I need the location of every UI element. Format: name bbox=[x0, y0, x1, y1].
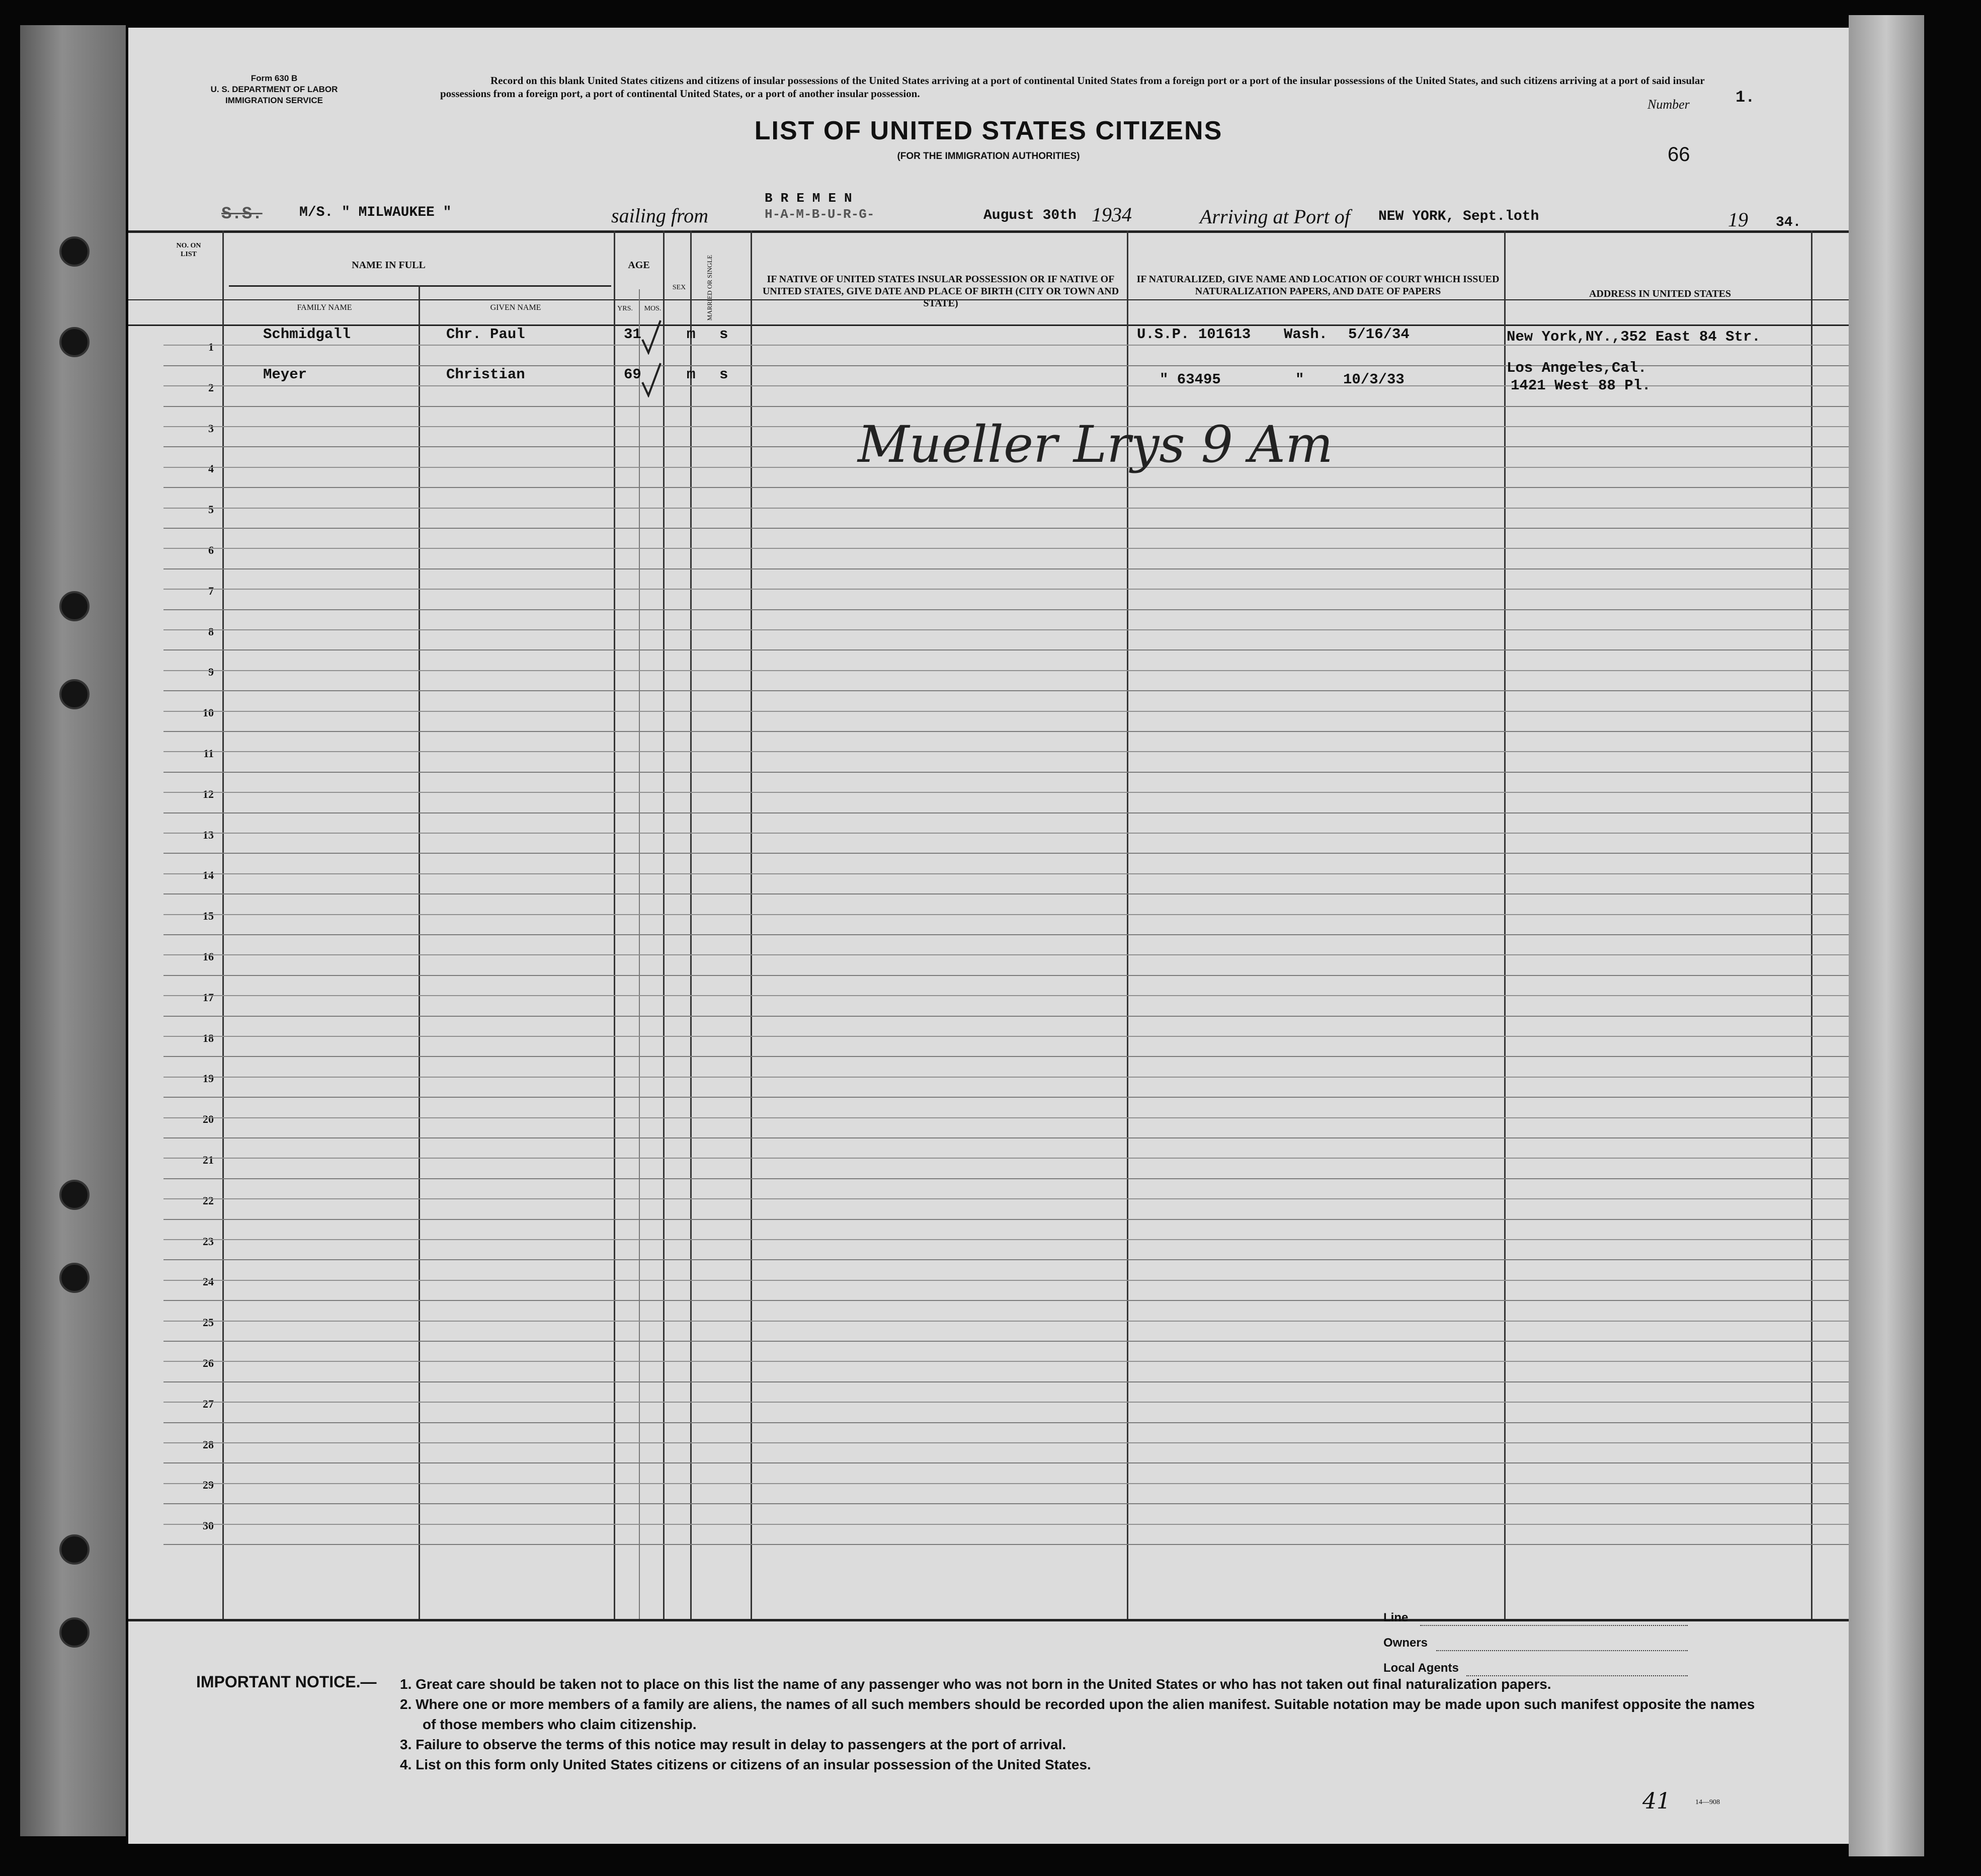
row-number: 18 bbox=[203, 1031, 214, 1044]
col-header-married: MARRIED OR SINGLE bbox=[706, 255, 713, 321]
row-rule bbox=[163, 731, 1849, 732]
ruled-line bbox=[163, 508, 1849, 509]
row-1-family: Schmidgall bbox=[263, 326, 351, 343]
notice-item: 3. Failure to observe the terms of this notice may result in delay to passengers at the port of arrival. bbox=[400, 1737, 1066, 1752]
row-number: 12 bbox=[203, 787, 214, 800]
binder-hole-icon bbox=[59, 236, 90, 267]
row-rule bbox=[163, 1097, 1849, 1098]
row-2-naturalization-location: " bbox=[1295, 371, 1304, 388]
row-number: 8 bbox=[208, 625, 214, 638]
ruled-line bbox=[163, 1239, 1849, 1240]
handwritten-annotation: Mueller Lrys 9 Am bbox=[858, 415, 1333, 474]
row-number: 23 bbox=[203, 1235, 214, 1248]
row-number: 4 bbox=[208, 462, 214, 475]
notice-heading: IMPORTANT NOTICE.— bbox=[196, 1673, 377, 1691]
row-number: 30 bbox=[203, 1519, 214, 1532]
row-2-naturalization-court: " 63495 bbox=[1160, 371, 1221, 388]
col-divider-sex bbox=[690, 230, 692, 1619]
row-number: 29 bbox=[203, 1479, 214, 1492]
row-number: 5 bbox=[208, 503, 214, 516]
form-code: 14—908 bbox=[1695, 1799, 1720, 1806]
binder-hole-icon bbox=[59, 1534, 90, 1565]
ruled-line bbox=[163, 711, 1849, 712]
ruled-line bbox=[163, 1036, 1849, 1037]
form-service: IMMIGRATION SERVICE bbox=[225, 96, 323, 105]
binder-hole-icon bbox=[59, 591, 90, 621]
row-2-family: Meyer bbox=[263, 366, 307, 383]
number-label: Number bbox=[1647, 97, 1690, 112]
ruled-line bbox=[163, 1524, 1849, 1525]
arrival-year-suffix: 34. bbox=[1776, 215, 1801, 230]
owners-rule bbox=[1436, 1650, 1688, 1651]
ruled-line bbox=[163, 548, 1849, 549]
row-rule bbox=[163, 975, 1849, 976]
arrival-port-date: NEW YORK, Sept.loth bbox=[1378, 209, 1539, 224]
row-rule bbox=[163, 649, 1849, 650]
col-header-age: AGE bbox=[628, 260, 650, 271]
header-sub-rule bbox=[128, 299, 1849, 300]
ruled-line bbox=[163, 1361, 1849, 1362]
row-number: 28 bbox=[203, 1438, 214, 1451]
ruled-line bbox=[163, 1198, 1849, 1199]
row-rule bbox=[163, 1300, 1849, 1301]
col-header-sex: SEX bbox=[672, 284, 686, 291]
col-header-no: NO. ON LIST bbox=[176, 242, 201, 258]
row-rule bbox=[163, 1056, 1849, 1057]
row-1-naturalization-court: U.S.P. 101613 bbox=[1137, 326, 1251, 343]
row-rule bbox=[163, 528, 1849, 529]
binder-hole-icon bbox=[59, 1180, 90, 1210]
arriving-label: Arriving at Port of bbox=[1200, 205, 1350, 228]
ruled-line bbox=[163, 1158, 1849, 1159]
binder-hole-icon bbox=[59, 327, 90, 357]
page-bottom-number: 41 bbox=[1642, 1788, 1671, 1814]
row-rule bbox=[163, 1341, 1849, 1342]
name-subheader-rule bbox=[229, 285, 611, 287]
manifest-page bbox=[128, 28, 1849, 1844]
row-number: 27 bbox=[203, 1397, 214, 1410]
row-rule bbox=[163, 406, 1849, 407]
ruled-line bbox=[163, 1077, 1849, 1078]
col-header-family-name: FAMILY NAME bbox=[297, 303, 352, 312]
right-binder-strip bbox=[1849, 15, 1924, 1856]
col-header-mos: MOS. bbox=[644, 305, 662, 312]
row-2-age: 69 bbox=[624, 366, 641, 383]
form-department: U. S. DEPARTMENT OF LABOR bbox=[210, 85, 338, 94]
ruled-line bbox=[163, 1117, 1849, 1118]
row-number: 25 bbox=[203, 1316, 214, 1329]
page-subtitle: (FOR THE IMMIGRATION AUTHORITIES) bbox=[897, 151, 1080, 161]
row-2-given: Christian bbox=[446, 366, 525, 383]
col-divider-age bbox=[663, 230, 665, 1619]
departure-date: August 30th bbox=[983, 208, 1077, 223]
ruled-line bbox=[163, 589, 1849, 590]
ruled-line bbox=[163, 751, 1849, 752]
row-rule bbox=[163, 487, 1849, 488]
departure-year: 1934 bbox=[1092, 203, 1132, 226]
page-title: LIST OF UNITED STATES CITIZENS bbox=[754, 116, 1223, 145]
row-rule bbox=[163, 568, 1849, 569]
row-number: 17 bbox=[203, 991, 214, 1004]
row-number: 3 bbox=[208, 422, 214, 435]
row-number: 13 bbox=[203, 828, 214, 841]
arrival-year-prefix: 19 bbox=[1728, 208, 1748, 231]
row-2-address-line2: 1421 West 88 Pl. bbox=[1511, 377, 1651, 394]
line-rule bbox=[1420, 1625, 1688, 1626]
notice-item: 2. Where one or more members of a family are aliens, the names of all such members should be recorded upon the alien manifest. Suitable notation may be made upon such manifest opposite the names of those members who claim citizenship. bbox=[400, 1696, 1755, 1732]
vessel-prefix-struck: S.S. bbox=[221, 205, 263, 224]
ruled-line bbox=[163, 1442, 1849, 1443]
departure-city-struck: H-A-M-B-U-R-G- bbox=[765, 207, 875, 222]
owners-label: Owners bbox=[1383, 1636, 1428, 1650]
row-number: 24 bbox=[203, 1275, 214, 1288]
row-rule bbox=[163, 853, 1849, 854]
col-header-name-in-full: NAME IN FULL bbox=[352, 260, 426, 271]
ruled-line bbox=[163, 1280, 1849, 1281]
row-rule bbox=[163, 1016, 1849, 1017]
row-number: 15 bbox=[203, 910, 214, 923]
binder-hole-icon bbox=[59, 1263, 90, 1293]
row-number: 2 bbox=[208, 381, 214, 394]
col-header-insular: IF NATIVE OF UNITED STATES INSULAR POSSESSION OR IF NATIVE OF UNITED STATES, GIVE DATE AND PLACE OF BIRTH (CITY OR TOWN AND STATE) bbox=[762, 274, 1119, 309]
ruled-line bbox=[163, 914, 1849, 915]
row-1-marital: s bbox=[719, 326, 728, 343]
ruled-line bbox=[163, 873, 1849, 874]
col-divider-no bbox=[222, 230, 224, 1619]
form-id-block bbox=[174, 73, 375, 106]
row-rule bbox=[163, 690, 1849, 691]
row-number: 9 bbox=[208, 666, 214, 679]
ruled-line bbox=[163, 954, 1849, 955]
row-2-check-mark bbox=[641, 362, 662, 397]
row-number: 7 bbox=[208, 584, 214, 597]
col-header-given-name: GIVEN NAME bbox=[490, 303, 541, 312]
row-rule bbox=[163, 1137, 1849, 1138]
row-rule bbox=[163, 1178, 1849, 1179]
row-2-sex: m bbox=[687, 366, 696, 383]
header-bottom-rule bbox=[128, 324, 1849, 326]
ruled-line bbox=[163, 670, 1849, 671]
row-1-age: 31 bbox=[624, 326, 641, 343]
row-number: 20 bbox=[203, 1113, 214, 1126]
number-value: 1. bbox=[1736, 88, 1755, 107]
row-rule bbox=[163, 934, 1849, 935]
ruled-line bbox=[163, 629, 1849, 630]
header-divider bbox=[128, 230, 1849, 233]
ruled-line bbox=[163, 1321, 1849, 1322]
row-number: 6 bbox=[208, 544, 214, 556]
row-1-naturalization-location: Wash. bbox=[1284, 326, 1328, 343]
ruled-line bbox=[163, 995, 1849, 996]
row-number: 16 bbox=[203, 950, 214, 963]
row-2-naturalization-date: 10/3/33 bbox=[1343, 371, 1405, 388]
ruled-line bbox=[163, 1483, 1849, 1484]
col-divider-married bbox=[751, 230, 752, 1619]
row-number: 14 bbox=[203, 869, 214, 882]
row-rule bbox=[163, 1219, 1849, 1220]
row-number: 21 bbox=[203, 1154, 214, 1166]
col-divider-address bbox=[1811, 230, 1812, 1619]
row-number: 1 bbox=[208, 341, 214, 353]
row-rule bbox=[163, 1259, 1849, 1260]
sailing-from-label: sailing from bbox=[611, 204, 708, 227]
row-1-check-mark bbox=[641, 319, 662, 355]
row-rule bbox=[163, 893, 1849, 894]
binder-hole-icon bbox=[59, 1617, 90, 1648]
col-divider-given bbox=[614, 230, 615, 1619]
row-2-address-line1: Los Angeles,Cal. bbox=[1507, 360, 1647, 376]
notice-list bbox=[400, 1674, 1768, 1775]
col-header-naturalized: IF NATURALIZED, GIVE NAME AND LOCATION OF COURT WHICH ISSUED NATURALIZATION PAPERS, AND DATE OF PAPERS bbox=[1136, 274, 1500, 297]
row-number: 10 bbox=[203, 706, 214, 719]
left-binder-strip bbox=[20, 25, 126, 1836]
row-number: 11 bbox=[203, 747, 214, 760]
row-1-address: New York,NY.,352 East 84 Str. bbox=[1507, 329, 1761, 345]
row-rule bbox=[163, 1381, 1849, 1382]
ruled-line bbox=[163, 1402, 1849, 1403]
row-number: 22 bbox=[203, 1194, 214, 1207]
local-agents-label: Local Agents bbox=[1383, 1661, 1459, 1675]
line-label: Line bbox=[1383, 1611, 1409, 1624]
row-rule bbox=[163, 1544, 1849, 1545]
ruled-line bbox=[163, 792, 1849, 793]
table-bottom-rule bbox=[128, 1619, 1849, 1621]
form-number: Form 630 B bbox=[251, 73, 298, 83]
vessel-name: M/S. " MILWAUKEE " bbox=[299, 205, 452, 220]
row-2-marital: s bbox=[719, 366, 728, 383]
row-rule bbox=[163, 1462, 1849, 1463]
col-header-address: ADDRESS IN UNITED STATES bbox=[1589, 288, 1731, 299]
departure-city: BREMEN bbox=[765, 191, 860, 206]
row-rule bbox=[163, 1422, 1849, 1423]
row-rule bbox=[163, 609, 1849, 610]
ruled-line bbox=[163, 833, 1849, 834]
col-divider-naturalized bbox=[1504, 230, 1506, 1619]
row-1-given: Chr. Paul bbox=[446, 326, 525, 343]
notice-item: 1. Great care should be taken not to place on this list the name of any passenger who was not born in the United States or who has not taken out final naturalization papers. bbox=[400, 1676, 1551, 1692]
row-number: 19 bbox=[203, 1072, 214, 1085]
col-header-yrs: YRS. bbox=[617, 305, 633, 312]
row-rule bbox=[163, 772, 1849, 773]
page-number: 66 bbox=[1668, 143, 1690, 166]
row-1-sex: m bbox=[687, 326, 696, 343]
row-rule bbox=[163, 812, 1849, 813]
row-rule bbox=[163, 1503, 1849, 1504]
row-1-naturalization-date: 5/16/34 bbox=[1348, 326, 1410, 343]
notice-item: 4. List on this form only United States citizens or citizens of an insular possession of the United States. bbox=[400, 1757, 1091, 1772]
binder-hole-icon bbox=[59, 679, 90, 709]
row-number: 26 bbox=[203, 1357, 214, 1369]
col-divider-family bbox=[419, 285, 420, 1619]
record-instructions: Record on this blank United States citizens and citizens of insular possessions of the United States arriving at a port of continental United States from a foreign port or a port of the insular possessions of the United States, and such citizens arriving at a port of said insular possessions from a foreign port, a port of continental United States, or a port of another insular possession. bbox=[440, 74, 1705, 100]
